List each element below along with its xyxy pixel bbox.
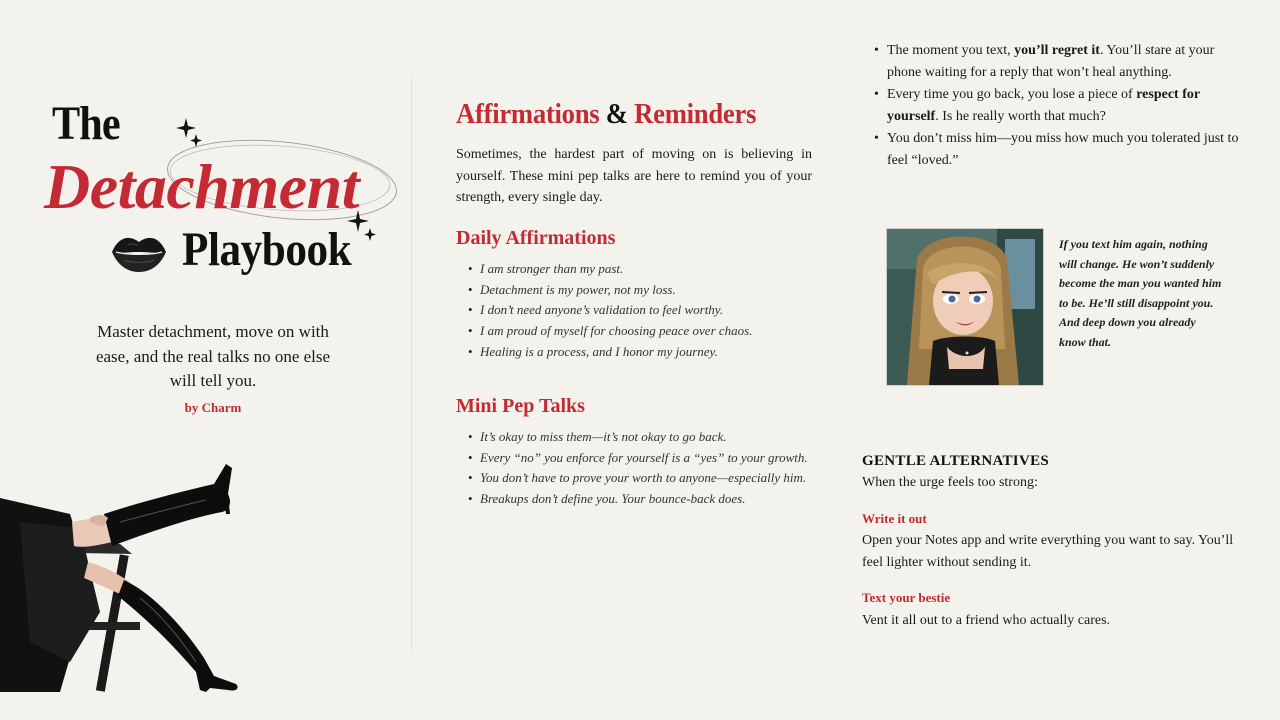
list-item <box>887 128 1247 172</box>
bullet-text: . You’ll stare at your phone waiting for a reply that won’t heal anything. <box>887 43 1215 80</box>
heading-ampersand: & <box>605 98 628 130</box>
cover-title-the: The <box>52 97 120 150</box>
bullet-emphasis: respect for yourself <box>887 87 1200 124</box>
bullet-text: Every time you go back, you lose a piece of <box>887 87 1137 102</box>
write-it-out-heading: Write it out <box>862 511 927 526</box>
list-item: • Detachment is my power, not my loss. <box>480 280 836 301</box>
boots-legs-illustration <box>0 462 270 694</box>
bullet-emphasis: you’ll regret it <box>1014 43 1100 58</box>
mini-pep-talks-list <box>456 427 836 510</box>
lips-icon <box>110 230 168 274</box>
cover-tagline: Master detachment, move on with ease, and the real talks no one else will tell you. <box>95 322 331 390</box>
daily-affirmations-list <box>456 259 836 363</box>
list-item <box>887 84 1247 128</box>
list-item: • Breakups don’t define you. Your bounce-back does. <box>480 489 836 510</box>
heading-affirmations: Affirmations <box>456 98 600 130</box>
bullet-text: The moment you text, <box>887 43 1015 58</box>
affirmations-heading <box>456 98 784 131</box>
list-item: • I don’t need anyone’s validation to feel worthy. <box>480 300 836 321</box>
cover-title-detachment: Detachment <box>44 151 359 222</box>
bullet-text: You don’t miss him—you miss how much you tolerated just to feel “loved.” <box>887 131 1239 168</box>
cover-byline: by Charm <box>184 400 242 415</box>
doll-photo <box>886 228 1044 386</box>
list-item <box>887 40 1247 84</box>
write-it-out-text: Open your Notes app and write everything you want to say. You’ll feel lighter without sending it. <box>862 533 1234 570</box>
heading-reminders: Reminders <box>634 98 757 130</box>
list-item: • I am proud of myself for choosing peace over chaos. <box>480 321 836 342</box>
daily-affirmations-heading: Daily Affirmations <box>456 227 616 249</box>
doll-portrait-image <box>887 229 1043 385</box>
cover-title-playbook: Playbook <box>182 223 352 276</box>
text-your-bestie-heading: Text your bestie <box>862 590 951 605</box>
column-divider <box>411 78 412 650</box>
gentle-alternatives-heading: GENTLE ALTERNATIVES <box>862 453 1050 469</box>
pull-quote: If you text him again, nothing will change. He won’t suddenly become the man you wanted him to be. He’ll still disappoint you. And deep down you already know that. <box>1059 237 1222 349</box>
text-your-bestie-text: Vent it all out to a friend who actually cares. <box>862 613 1111 628</box>
list-item: • Every “no” you enforce for yourself is a “yes” to your growth. <box>480 448 836 469</box>
list-item: • Healing is a process, and I honor my journey. <box>480 342 836 363</box>
mini-pep-talks-heading: Mini Pep Talks <box>456 395 585 417</box>
bullet-text: . Is he really worth that much? <box>935 109 1106 124</box>
reminder-bullets <box>862 40 1247 172</box>
gentle-alternatives-subtitle: When the urge feels too strong: <box>862 475 1038 490</box>
list-item: • You don’t have to prove your worth to anyone—especially him. <box>480 468 836 489</box>
intro-paragraph: Sometimes, the hardest part of moving on is believing in yourself. These mini pep talks are here to remind you of your strength, every single day. <box>456 147 812 205</box>
list-item: • I am stronger than my past. <box>480 259 836 280</box>
list-item: • It’s okay to miss them—it’s not okay to go back. <box>480 427 836 448</box>
